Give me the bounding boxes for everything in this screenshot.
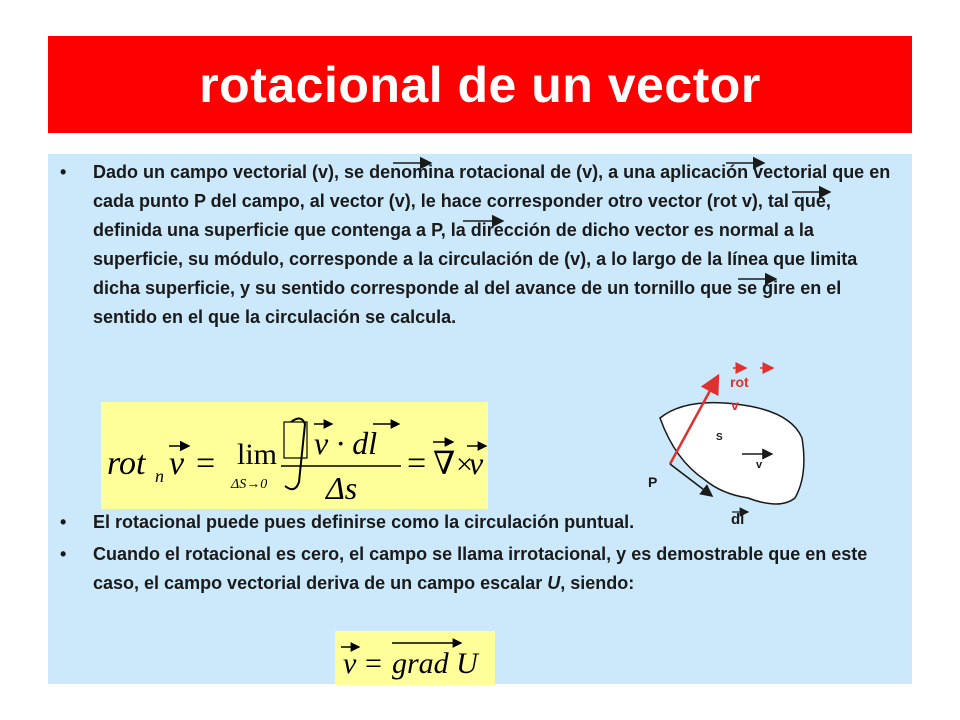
gradient-formula	[335, 631, 495, 685]
bullet-irrotational	[60, 540, 893, 598]
formula-eq: =	[196, 445, 216, 482]
rotational-formula	[101, 402, 488, 509]
point-label: P	[648, 474, 658, 490]
v-label: v	[756, 459, 763, 471]
bullet-dot: •	[60, 162, 67, 182]
formula-rot: rot	[107, 445, 146, 482]
title-bar	[48, 36, 912, 133]
bullet-text: Dado un campo vectorial (v), se denomina rotacional de (v), a una aplicación vectorial que en cada punto P del campo, al vector (v), le hace corresponder otro vector (rot v), tal que, definida una superficie que contenga a P, la dirección de dicho vector es normal a la superficie, su módulo, corresponde a la circulación de (v), a lo largo de la línea que limita dicha superficie, y su sentido corresponde al del avance de un tornillo que se gire en el sentido en el que la circulación se calcula.	[93, 162, 891, 327]
surface-diagram	[630, 360, 830, 530]
grad-lhs: v	[343, 647, 357, 680]
formula-nabla: ∇	[433, 445, 456, 481]
dl-label: dl	[731, 511, 745, 528]
bullet-dot: •	[60, 544, 67, 564]
formula-numerator: v · dl	[314, 425, 378, 461]
formula-lim: lim	[237, 438, 278, 471]
bullet-text-after: , siendo:	[560, 573, 635, 593]
bullet-dot: •	[60, 512, 67, 532]
formula-rot-sub: n	[155, 466, 164, 486]
formula-lim-sub: ΔS→0	[231, 477, 268, 492]
gradient-formula-svg	[335, 631, 495, 685]
formula-v: v	[169, 445, 185, 482]
formula-cross: ×	[456, 448, 473, 481]
surface-label: S	[716, 432, 723, 443]
rot-label-v: v	[731, 397, 739, 413]
bullet-text: El rotacional puede pues definirse como la circulación puntual.	[93, 512, 635, 532]
surface-contour	[660, 403, 804, 504]
grad-eq: =	[365, 647, 382, 680]
bullet-definition	[60, 158, 893, 332]
formula-denominator: Δs	[326, 470, 358, 506]
bullet-text-italic: U	[547, 573, 561, 593]
slide-title: rotacional de un vector	[199, 56, 761, 113]
grad-rhs: grad U	[392, 647, 478, 680]
rotational-formula-svg	[101, 402, 488, 509]
bullet-text-before: Cuando el rotacional es cero, el campo se llama irrotacional, y es demostrable que en este caso, el campo vectorial deriva de un campo escalar	[93, 544, 868, 593]
formula-rhs-v: v	[469, 445, 484, 481]
rot-label: rot	[730, 374, 749, 390]
formula-eq2: =	[407, 445, 427, 482]
